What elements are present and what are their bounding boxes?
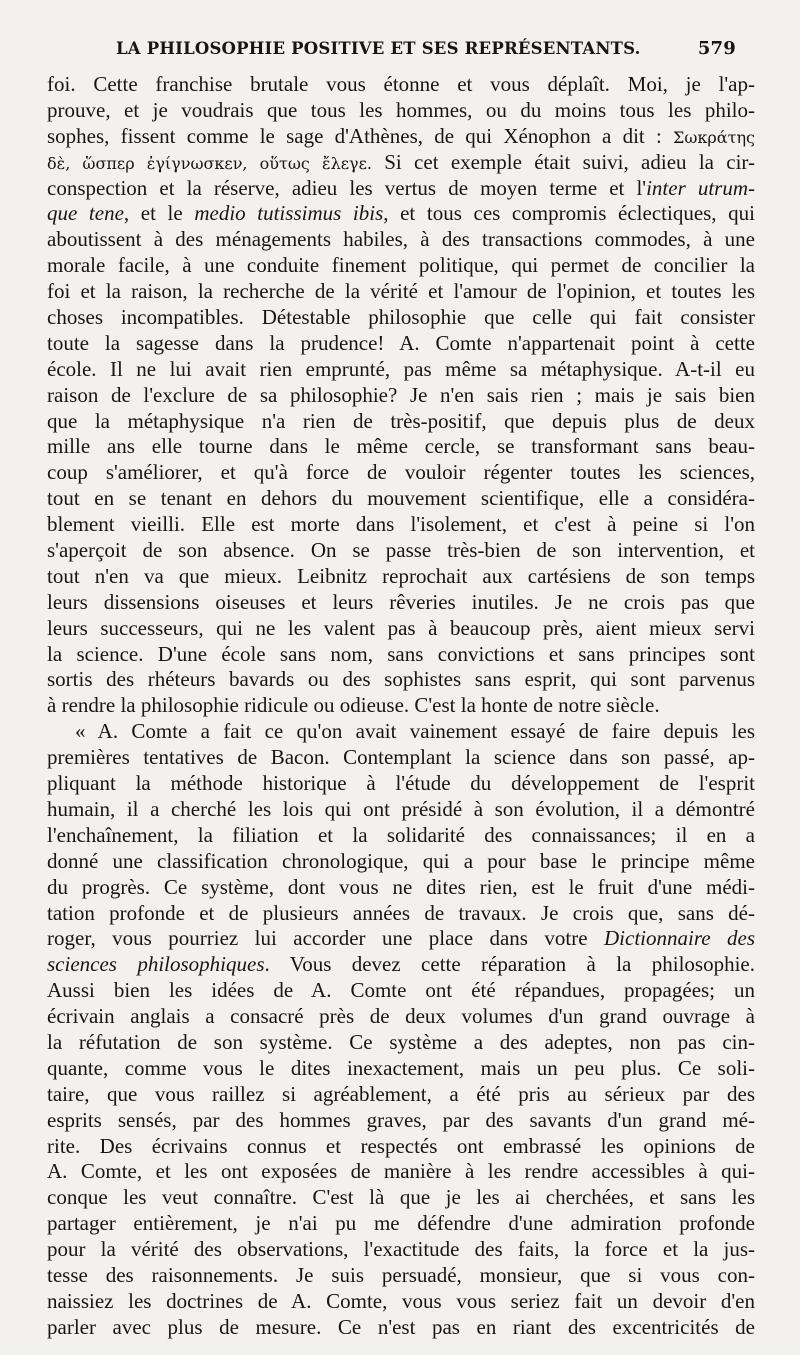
text-line: esprits sensés, par des hommes graves, par des savants d'un grand mé- — [47, 1107, 755, 1132]
text-line: aboutissent à des ménagements habiles, à des transactions commodes, à une — [47, 227, 755, 252]
text-line: Aussi bien les idées de A. Comte ont été répandues, propagées; un — [47, 978, 755, 1003]
text-line: tout en se tenant en dehors du mouvement scientifique, elle a considéra- — [47, 486, 755, 511]
text-line: tesse des raisonnements. Je suis persuadé, monsieur, que si vous con- — [47, 1262, 755, 1287]
text-segment: sophes, fissent comme le sage d'Athènes, de qui Xénophon a dit : — [47, 123, 674, 148]
text-line: l'enchaînement, la filiation et la solidarité des connaissances; il en a — [47, 822, 755, 847]
text-line: A. Comte, et les ont exposées de manière à les rendre accessibles à qui- — [47, 1159, 755, 1184]
italic-phrase: que tene — [47, 201, 124, 226]
text-line: partager entièrement, je n'ai pu me défendre d'une admiration profonde — [47, 1211, 755, 1236]
text-line: humain, il a cherché les lois qui ont présidé à son évolution, il a démontré — [47, 796, 755, 821]
text-line — [47, 952, 755, 978]
text-line — [47, 150, 755, 176]
page-number: 579 — [697, 37, 736, 59]
body-text — [47, 72, 755, 1341]
italic-phrase: inter utrum- — [646, 175, 756, 200]
text-line: leurs dissensions oiseuses et leurs rêveries inutiles. Je ne crois pas que — [47, 589, 755, 614]
text-line: école. Il ne lui avait rien emprunté, pas même sa métaphysique. A-t-il eu — [47, 356, 755, 381]
text-segment: conspection et la réserve, adieu les vertus de moyen terme et l' — [47, 175, 647, 200]
text-line: prouve, et je voudrais que tous les hommes, ou du moins tous les philo- — [47, 97, 755, 122]
text-line: « A. Comte a fait ce qu'on avait vainement essayé de faire depuis les — [75, 719, 755, 744]
text-line: morale facile, à une conduite finement politique, qui permet de concilier la — [47, 253, 755, 278]
text-line: choses incompatibles. Détestable philosophie que celle qui fait consister — [47, 305, 755, 330]
page-header — [116, 36, 736, 60]
text-line: la science. D'une école sans nom, sans convictions et sans principes sont — [47, 641, 755, 666]
italic-phrase: sciences philosophiques — [47, 952, 265, 977]
text-line — [47, 124, 755, 150]
text-line: foi. Cette franchise brutale vous étonne et vous déplaît. Moi, je l'ap- — [47, 72, 755, 96]
running-title: LA PHILOSOPHIE POSITIVE ET SES REPRÉSENTANTS. — [116, 38, 641, 58]
text-line: blement vieilli. Elle est morte dans l'isolement, et c'est à peine si l'on — [47, 512, 755, 537]
text-line: que la métaphysique n'a rien de très-positif, que depuis plus de deux — [47, 408, 755, 433]
text-line: mille ans elle tourne dans le même cercle, se transformant sans beau- — [47, 434, 755, 459]
text-line: conque les veut connaître. C'est là que je les ai cherchées, et sans les — [47, 1185, 755, 1210]
text-segment: . Vous devez cette réparation à la philosophie. — [264, 952, 755, 977]
text-line: donné une classification chronologique, qui a pour base le principe même — [47, 848, 755, 873]
greek-quote: δὲ, ὥσπερ ἐγίγνωσκεν, οὕτως ἔλεγε. — [47, 153, 372, 173]
text-line: s'aperçoit de son absence. On se passe très-bien de son intervention, et — [47, 538, 755, 563]
text-line: la réfutation de son système. Ce système a des adeptes, non pas cin- — [47, 1029, 755, 1054]
text-line: sortis des rhéteurs bavards ou des sophistes sans esprit, qui sont parvenus — [47, 667, 755, 692]
text-line: leurs successeurs, qui ne les valent pas à beaucoup près, aient mieux servi — [47, 615, 755, 640]
text-line: tout n'en va que mieux. Leibnitz reprochait aux cartésiens de son temps — [47, 563, 755, 588]
text-line: taire, que vous raillez si agréablement, a été pris au sérieux par des — [47, 1081, 755, 1106]
text-line: tation profonde et de plusieurs années de travaux. Je crois que, sans dé- — [47, 900, 755, 925]
text-line: pliquant la méthode historique à l'étude du développement de l'esprit — [47, 771, 755, 796]
text-line: pour la vérité des observations, l'exactitude des faits, la force et la jus- — [47, 1237, 755, 1262]
text-line: rite. Des écrivains connus et respectés ont embrassé les opinions de — [47, 1133, 755, 1158]
greek-quote: Σωκράτης — [673, 127, 755, 147]
text-line: foi et la raison, la recherche de la vérité et l'amour de l'opinion, et toutes les — [47, 279, 755, 304]
text-line: toute la sagesse dans la prudence! A. Comte n'appartenait point à cette — [47, 330, 755, 355]
text-segment: Si cet exemple était suivi, adieu la cir- — [371, 149, 755, 174]
text-line: à rendre la philosophie ridicule ou odieuse. C'est la honte de notre siècle. — [47, 693, 660, 718]
text-segment: , et le — [123, 201, 195, 226]
text-line: parler avec plus de mesure. Ce n'est pas en riant des excentricités de — [47, 1314, 755, 1339]
text-line: raison de l'exclure de sa philosophie? Je n'en sais rien ; mais je sais bien — [47, 382, 755, 407]
text-line: coup s'améliorer, et qu'à force de vouloir régenter toutes les sciences, — [47, 460, 755, 485]
italic-phrase: Dictionnaire des — [604, 926, 755, 951]
text-line: premières tentatives de Bacon. Contemplant la science dans son passé, ap- — [47, 745, 755, 770]
text-line: écrivain anglais a consacré près de deux volumes d'un grand ouvrage à — [47, 1004, 755, 1029]
text-line — [47, 926, 755, 952]
text-line — [47, 176, 755, 202]
text-line — [47, 201, 755, 227]
text-line: naissiez les doctrines de A. Comte, vous vous seriez fait un devoir d'en — [47, 1288, 755, 1313]
text-line: quante, comme vous le dites inexactement, mais un peu plus. Ce soli- — [47, 1055, 755, 1080]
text-segment: , et tous ces compromis éclectiques, qui — [383, 201, 756, 226]
text-segment: roger, vous pourriez lui accorder une place dans votre — [47, 926, 605, 951]
italic-phrase: medio tutissimus ibis — [194, 201, 384, 226]
text-line: du progrès. Ce système, dont vous ne dites rien, est le fruit d'une médi- — [47, 874, 755, 899]
